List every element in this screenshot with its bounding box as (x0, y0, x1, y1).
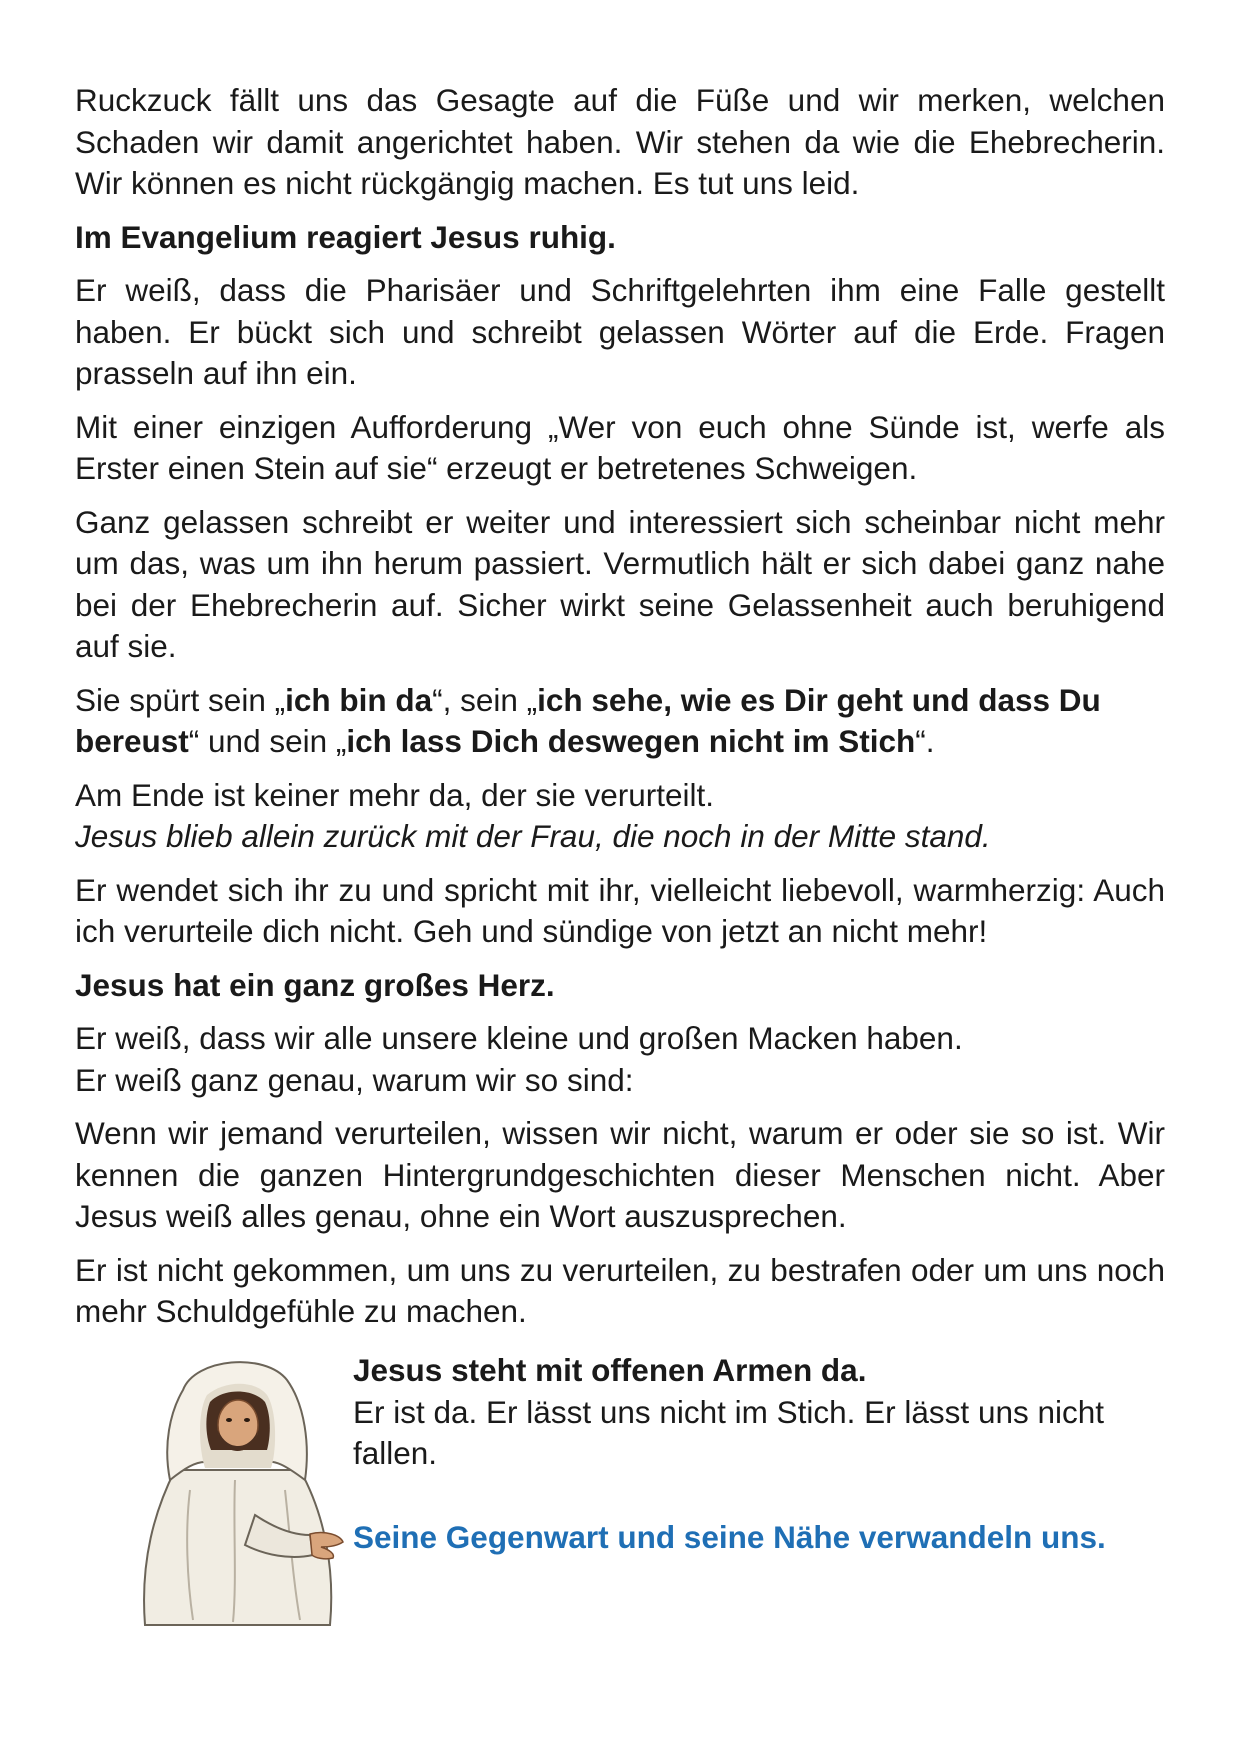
heading-evangelium-text: Im Evangelium reagiert Jesus ruhig. (75, 218, 616, 255)
paragraph-6 (75, 775, 1165, 858)
heading-herz (75, 965, 1165, 1007)
jesus-illustration (115, 1350, 350, 1630)
closing-paragraph: Er ist da. Er lässt uns nicht im Stich. Er lässt uns nicht fallen. (353, 1393, 1105, 1471)
closing-section (75, 1350, 1165, 1640)
paragraph-2: Er weiß, dass die Pharisäer und Schriftgelehrten ihm eine Falle gestellt haben. Er bückt sich und schreibt gelassen Wörter auf die Erde. Fragen prasseln auf ihn ein. (75, 272, 1165, 391)
p5-bold-ich-sehe: ich sehe, wie es Dir geht und dass Du bereust (75, 681, 1101, 759)
paragraph-10: Er ist nicht gekommen, um uns zu verurteilen, zu bestrafen oder um uns noch mehr Schuldgefühle zu machen. (75, 1251, 1165, 1329)
p5-part-c: “, sein „ (432, 681, 538, 718)
closing-highlight: Seine Gegenwart und seine Nähe verwandeln uns. (353, 1518, 1106, 1555)
heading-evangelium (75, 217, 1165, 259)
paragraph-1: Ruckzuck fällt uns das Gesagte auf die Füße und wir merken, welchen Schaden wir damit angerichtet haben. Wir stehen da wie die Ehebrecherin. Wir können es nicht rückgängig machen. Es tut uns leid. (75, 82, 1165, 201)
closing-text-block (353, 1350, 1165, 1558)
heading-herz-text: Jesus hat ein ganz großes Herz. (75, 966, 555, 1003)
paragraph-5 (75, 680, 1165, 763)
paragraph-8 (75, 1018, 1165, 1101)
document-page (75, 80, 1165, 1555)
closing-heading-text: Jesus steht mit offenen Armen da. (353, 1352, 867, 1388)
p6-line-2-italic: Jesus blieb allein zurück mit der Frau, die noch in der Mitte stand. (75, 818, 991, 854)
p8-line-2: Er weiß ganz genau, warum wir so sind: (75, 1061, 634, 1098)
closing-heading (353, 1350, 1165, 1392)
p5-part-e: “ und sein „ (188, 723, 347, 759)
p6-line-1: Am Ende ist keiner mehr da, der sie verurteilt. (75, 776, 715, 813)
p8-line-1: Er weiß, dass wir alle unsere kleine und großen Macken haben. (75, 1020, 963, 1056)
paragraph-4: Ganz gelassen schreibt er weiter und interessiert sich scheinbar nicht mehr um das, was um ihn herum passiert. Vermutlich hält er sich dabei ganz nahe bei der Ehebrecherin auf. Sicher wirkt seine Gelassenheit auch beruhigend auf sie. (75, 503, 1165, 664)
p5-part-g: “. (915, 723, 935, 759)
p5-part-a: Sie spürt sein „ (75, 681, 286, 718)
p5-bold-ich-bin-da: ich bin da (285, 681, 433, 718)
p5-bold-ich-lass: ich lass Dich deswegen nicht im Stich (346, 723, 916, 759)
paragraph-3: Mit einer einzigen Aufforderung „Wer von euch ohne Sünde ist, werfe als Erster einen Stein auf sie“ erzeugt er betretenes Schweigen. (75, 408, 1165, 486)
paragraph-7: Er wendet sich ihr zu und spricht mit ihr, vielleicht liebevoll, warmherzig: Auch ich verurteile dich nicht. Geh und sündige von jetzt an nicht mehr! (75, 871, 1165, 949)
paragraph-9: Wenn wir jemand verurteilen, wissen wir nicht, warum er oder sie so ist. Wir kennen die ganzen Hintergrundgeschichten dieser Menschen nicht. Aber Jesus weiß alles genau, ohne ein Wort auszusprechen. (75, 1115, 1165, 1234)
